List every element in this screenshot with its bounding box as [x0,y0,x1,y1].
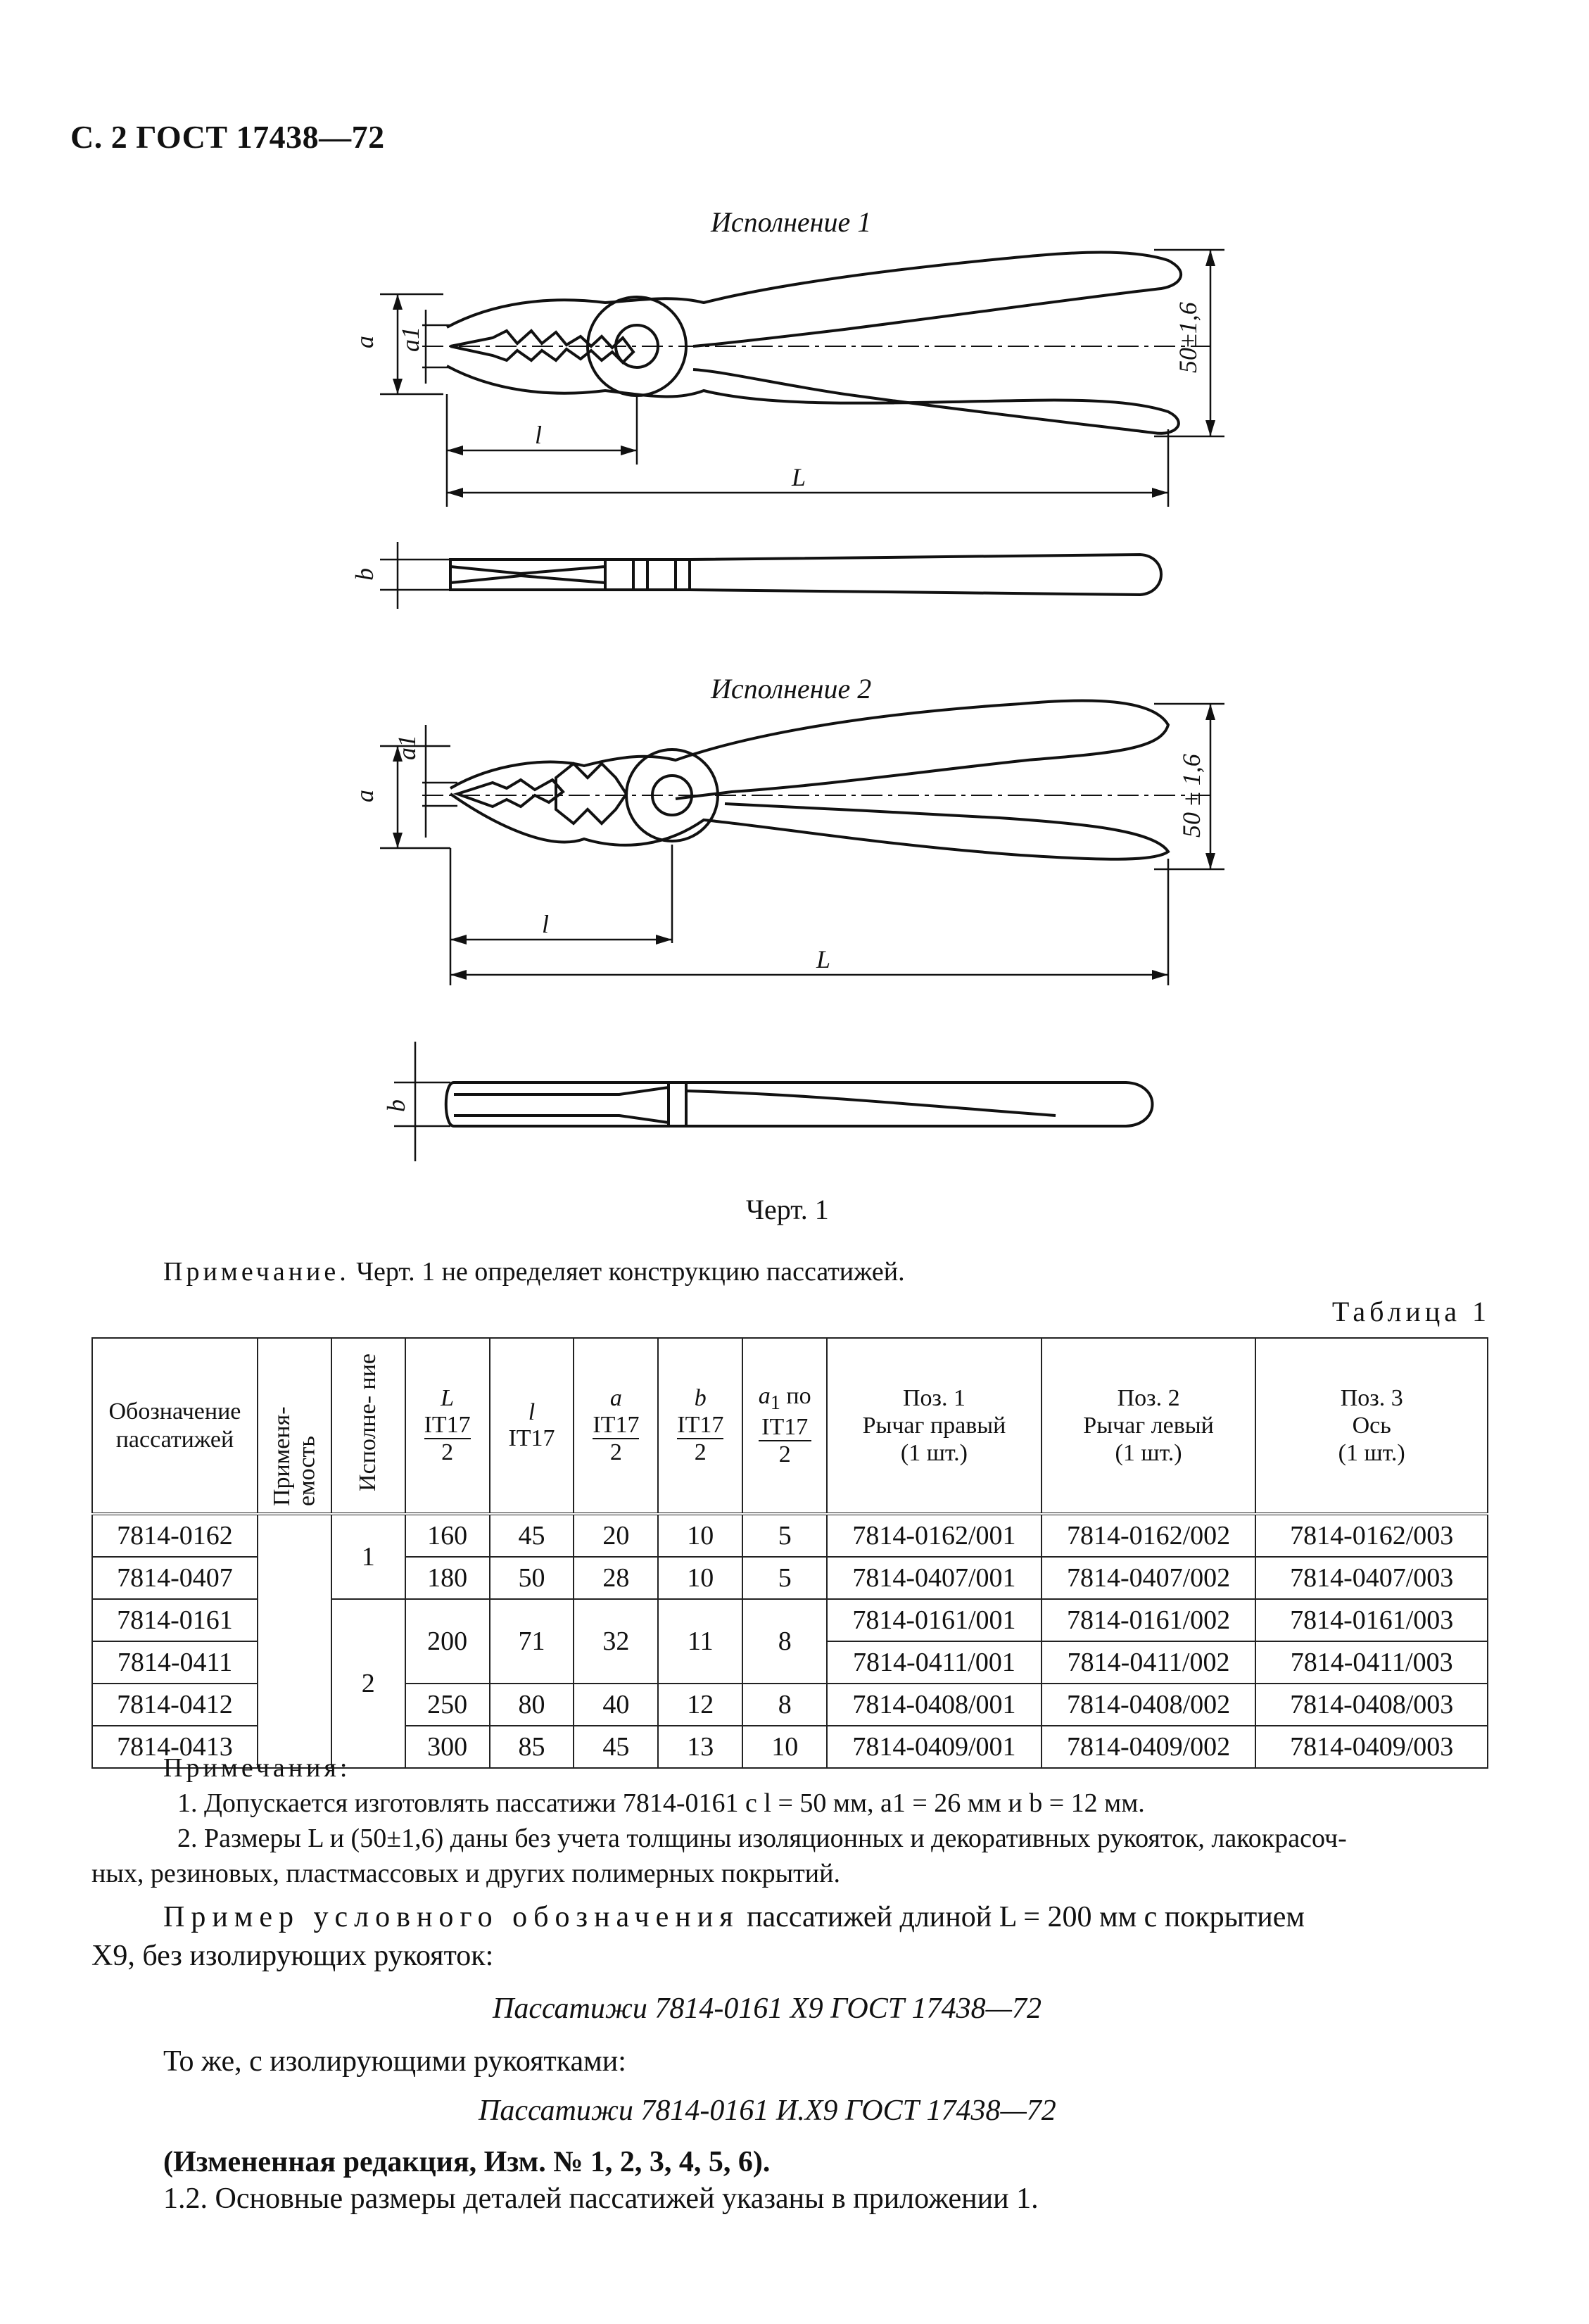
figure-caption: Черт. 1 [746,1194,829,1225]
cell-a: 20 [574,1514,658,1557]
v2-dim-a: a [350,790,379,802]
cell-a1: 8 [742,1684,827,1726]
th-a1: $a_1$ по IT17 2 [742,1338,827,1514]
v1-dim-L: L [792,463,806,491]
page-header: С. 2 ГОСТ 17438—72 [70,119,385,155]
cell-l: 45 [490,1514,574,1557]
cell-pos2: 7814-0408/002 [1042,1684,1256,1726]
v2-teeth [457,780,563,807]
cell-pos2: 7814-0161/002 [1042,1599,1256,1641]
th-pos1: Поз. 1 Рычаг правый (1 шт.) [827,1338,1042,1514]
v1-lower-outline [447,366,1179,434]
th-designation: Обозначение пассатижей [92,1338,258,1514]
table-header-row [92,1338,1488,1514]
figure-note [163,1256,905,1287]
example-designation-1: Пассатижи 7814-0161 Х9 ГОСТ 17438—72 [493,1993,1042,2025]
cell-pos2: 7814-0162/002 [1042,1514,1256,1557]
table-label: Таблица 1 [1331,1296,1490,1327]
v1-dim-b: b [350,568,379,581]
note-2a: 2. Размеры L и (50±1,6) даны без учета толщины изоляционных и декоративных рукояток, лакокрасоч- [177,1824,1347,1853]
cell-variant: 2 [331,1599,405,1768]
v1-dim-l: l [535,421,543,449]
cell-pos1: 7814-0161/001 [827,1599,1042,1641]
cell-applicability [258,1514,331,1768]
cell-pos3: 7814-0411/003 [1255,1641,1488,1684]
cell-pos3: 7814-0162/003 [1255,1514,1488,1557]
cell-a: 28 [574,1557,658,1599]
v2-dim-L: L [816,945,831,973]
th-applicability: Применя- емость [258,1338,331,1514]
cell-b: 11 [658,1599,742,1684]
cell-pos3: 7814-0161/003 [1255,1599,1488,1641]
cell-pos1: 7814-0408/001 [827,1684,1042,1726]
dimensions-table [91,1337,1488,1769]
example-same: То же, с изолирующими рукоятками: [163,2045,626,2078]
cell-variant: 1 [331,1514,405,1599]
cell-designation: 7814-0412 [92,1684,258,1726]
cell-l: 80 [490,1684,574,1726]
cell-pos1: 7814-0162/001 [827,1514,1042,1557]
v2-dim-a1: a1 [393,735,421,760]
th-a: a IT17 2 [574,1338,658,1514]
cell-a: 45 [574,1726,658,1768]
v1-side-outline [450,555,1161,595]
cell-pos2: 7814-0409/002 [1042,1726,1256,1768]
cell-designation: 7814-0407 [92,1557,258,1599]
cell-pos3: 7814-0407/003 [1255,1557,1488,1599]
figure-note-label: Примечание. [163,1257,350,1287]
th-L: L IT17 2 [405,1338,490,1514]
cell-L: 250 [405,1684,490,1726]
cell-pos3: 7814-0408/003 [1255,1684,1488,1726]
v2-dim-height: 50 ± 1,6 [1177,754,1205,838]
variant2-title: Исполнение 2 [711,673,872,705]
table-row [92,1514,1488,1557]
v2-dim-l: l [542,910,550,938]
cell-l: 71 [490,1599,574,1684]
th-pos2: Поз. 2 Рычаг левый (1 шт.) [1042,1338,1256,1514]
cell-l: 85 [490,1726,574,1768]
cell-designation: 7814-0413 [92,1726,258,1768]
cell-pos3: 7814-0409/003 [1255,1726,1488,1768]
clause-1-2: 1.2. Основные размеры деталей пассатижей указаны в приложении 1. [163,2183,1039,2215]
cell-b: 10 [658,1557,742,1599]
v1-dim-height: 50±1,6 [1174,302,1202,373]
cell-b: 13 [658,1726,742,1768]
variant1-title: Исполнение 1 [711,206,872,238]
v1-dim-a1: a1 [396,327,424,352]
figure-note-text: Черт. 1 не определяет конструкцию пассатижей. [349,1257,905,1287]
cell-L: 180 [405,1557,490,1599]
cell-a1: 5 [742,1514,827,1557]
cell-L: 200 [405,1599,490,1684]
note-1: 1. Допускается изготовлять пассатижи 7814-0161 с l = 50 мм, a1 = 26 мм и b = 12 мм. [177,1788,1145,1818]
v2-dim-b: b [382,1099,410,1112]
cell-b: 10 [658,1514,742,1557]
cell-b: 12 [658,1684,742,1726]
example-label: Пример условного обозначения [163,1901,740,1933]
th-variant: Исполне- ние [331,1338,405,1514]
notes-label: Примечания: [163,1753,351,1783]
th-b: b IT17 2 [658,1338,742,1514]
cell-pos1: 7814-0407/001 [827,1557,1042,1599]
cell-a1: 5 [742,1557,827,1599]
cell-pos1: 7814-0411/001 [827,1641,1042,1684]
v2-lower-outline [450,794,1168,859]
th-pos3: Поз. 3 Ось (1 шт.) [1255,1338,1488,1514]
cell-pos2: 7814-0407/002 [1042,1557,1256,1599]
example-text-b: Х9, без изолирующих рукояток: [91,1940,494,1972]
revision-note: (Измененная редакция, Изм. № 1, 2, 3, 4, 5, 6). [163,2146,771,2178]
cell-a1: 10 [742,1726,827,1768]
cell-L: 300 [405,1726,490,1768]
cell-designation: 7814-0411 [92,1641,258,1684]
cell-designation: 7814-0162 [92,1514,258,1557]
th-l: l IT17 [490,1338,574,1514]
cell-a: 32 [574,1599,658,1684]
cell-pos2: 7814-0411/002 [1042,1641,1256,1684]
cell-a1: 8 [742,1599,827,1684]
cell-a: 40 [574,1684,658,1726]
v2-side-outline [446,1082,1153,1126]
cell-L: 160 [405,1514,490,1557]
v1-dim-a: a [350,336,379,348]
example-designation-2: Пассатижи 7814-0161 И.Х9 ГОСТ 17438—72 [479,2095,1056,2127]
example-text-a: пассатижей длиной L = 200 мм с покрытием [739,1901,1305,1933]
cell-designation: 7814-0161 [92,1599,258,1641]
note-2b: ных, резиновых, пластмассовых и других полимерных покрытий. [91,1859,840,1888]
cell-pos1: 7814-0409/001 [827,1726,1042,1768]
cell-l: 50 [490,1557,574,1599]
example-paragraph [163,1900,1305,1934]
